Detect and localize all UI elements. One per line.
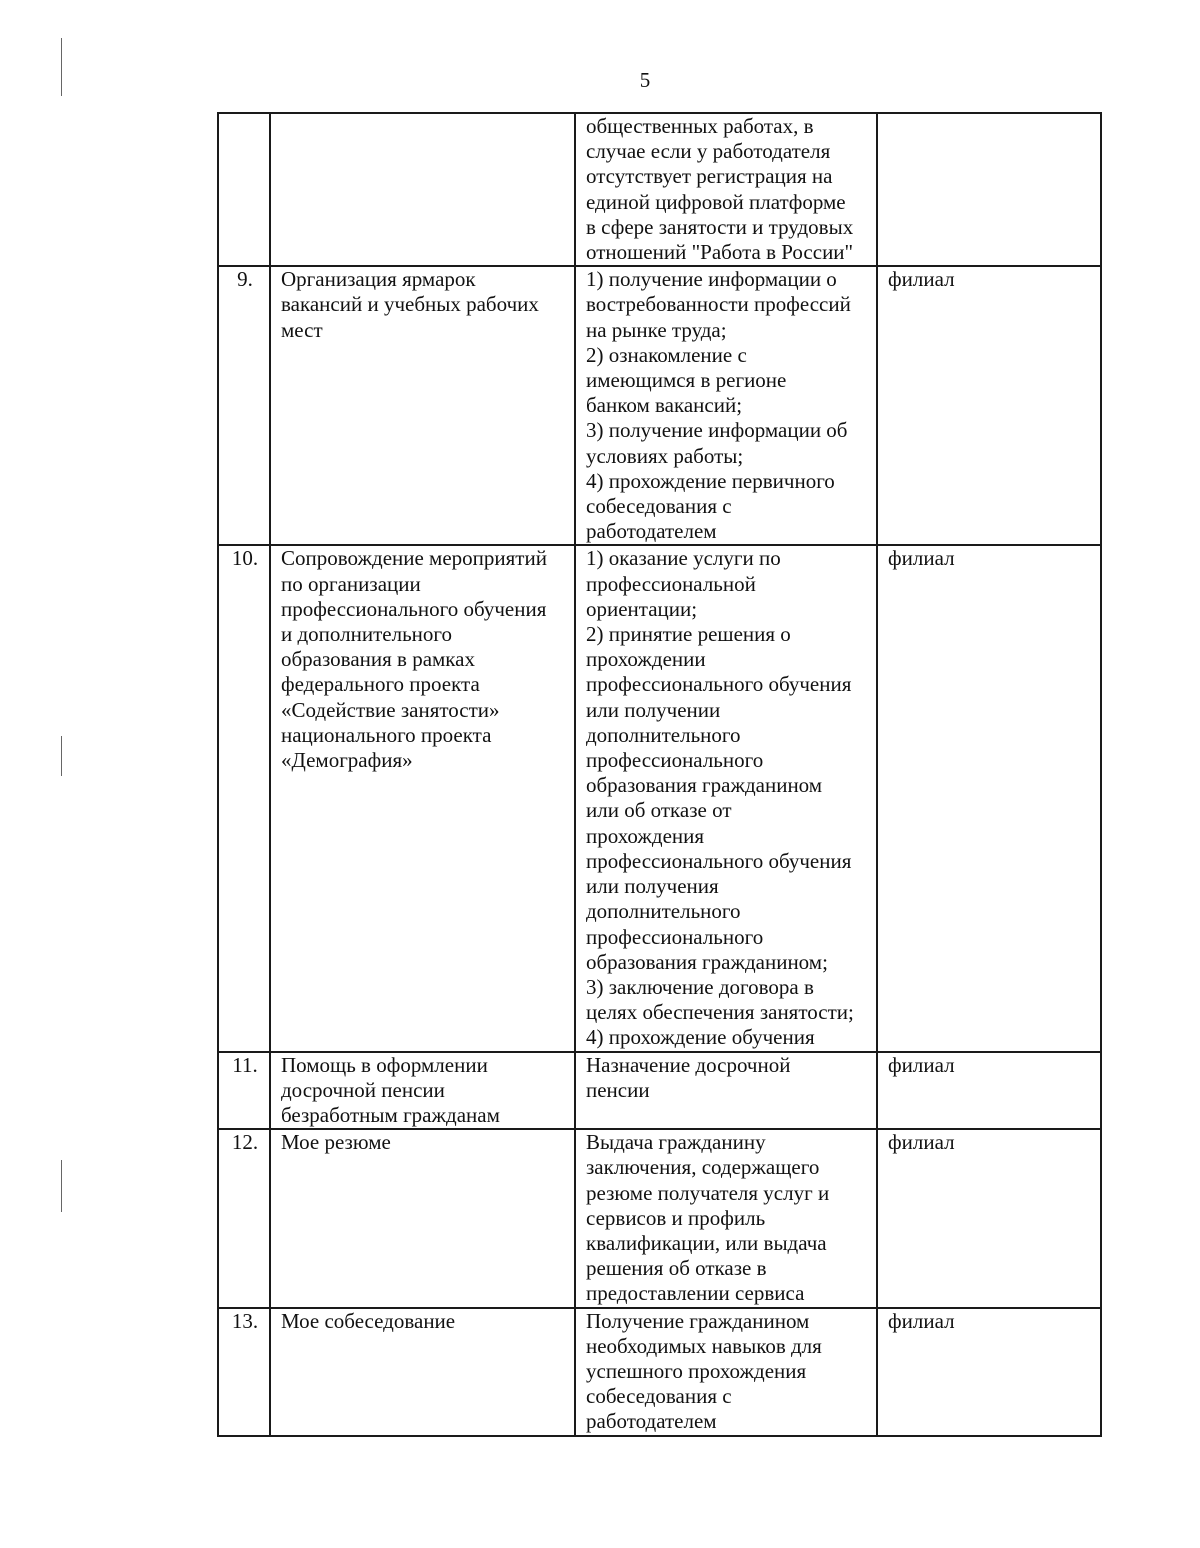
text-line: 4) прохождение первичного: [586, 468, 835, 493]
text-line: собеседования с: [586, 1384, 732, 1409]
text-line: профессионального обучения: [586, 672, 852, 697]
service-name: [270, 113, 575, 266]
text-line: работодателем: [586, 1409, 717, 1434]
service-result: [575, 1052, 877, 1130]
text-line: 4) прохождение обучения: [586, 1025, 815, 1050]
text-line: мест: [281, 317, 323, 342]
service-name: [270, 1129, 575, 1307]
services-table: [217, 112, 1102, 1437]
text-line: Организация ярмарок: [281, 267, 476, 292]
text-line: Мое собеседование: [281, 1308, 456, 1333]
row-number: 9.: [218, 266, 270, 545]
service-provider: [877, 113, 1101, 266]
text-line: общественных работах, в: [586, 114, 814, 138]
text-line: целях обеспечения занятости;: [586, 1000, 854, 1025]
service-name: [270, 1052, 575, 1130]
text-line: востребованности профессий: [586, 292, 851, 317]
table-row: [218, 113, 1101, 266]
text-line: в сфере занятости и трудовых: [586, 214, 854, 239]
text-line: предоставлении сервиса: [586, 1281, 805, 1306]
table-row: [218, 1129, 1101, 1307]
text-line: профессионального обучения: [281, 596, 547, 621]
text-line: успешного прохождения: [586, 1358, 807, 1383]
service-name: [270, 1308, 575, 1436]
text-line: вакансий и учебных рабочих: [281, 292, 539, 317]
text-line: профессионального: [586, 748, 764, 773]
text-line: «Демография»: [281, 748, 413, 773]
text-line: национального проекта: [281, 722, 492, 747]
text-line: образования в рамках: [281, 647, 476, 672]
page-number: 5: [639, 68, 651, 92]
text-line: или получении: [586, 697, 721, 722]
text-line: «Содействие занятости»: [281, 697, 500, 722]
service-name: [270, 266, 575, 545]
text-line: или получения: [586, 874, 719, 899]
text-line: по организации: [281, 571, 421, 596]
table-row: [218, 1308, 1101, 1436]
row-number: 13.: [218, 1308, 270, 1436]
text-line: Выдача гражданину: [586, 1130, 766, 1155]
text-line: безработным гражданам: [281, 1102, 500, 1127]
text-line: Помощь в оформлении: [281, 1052, 488, 1077]
text-line: Сопровождение мероприятий: [281, 546, 547, 571]
text-line: и дополнительного: [281, 622, 452, 647]
text-line: отношений "Работа в России": [586, 240, 854, 265]
text-line: необходимых навыков для: [586, 1333, 822, 1358]
table-row: [218, 545, 1101, 1051]
text-line: имеющимся в регионе: [586, 368, 787, 393]
text-line: сервисов и профиль: [586, 1205, 766, 1230]
text-line: квалификации, или выдача: [586, 1230, 827, 1255]
text-line: Мое резюме: [281, 1130, 391, 1155]
text-line: досрочной пенсии: [281, 1077, 445, 1102]
service-result: [575, 266, 877, 545]
text-line: резюме получателя услуг и: [586, 1180, 830, 1205]
service-provider: филиал: [877, 1129, 1101, 1307]
text-line: профессионального: [586, 924, 764, 949]
text-line: образования гражданином: [586, 773, 823, 798]
text-line: условиях работы;: [586, 443, 744, 468]
text-line: дополнительного: [586, 722, 741, 747]
service-result: [575, 1129, 877, 1307]
text-line: отсутствует регистрация на: [586, 164, 833, 189]
text-line: Получение гражданином: [586, 1308, 810, 1333]
text-line: 3) заключение договора в: [586, 974, 814, 999]
text-line: работодателем: [586, 519, 717, 544]
table-row: [218, 1052, 1101, 1130]
text-line: на рынке труда;: [586, 317, 727, 342]
service-name: [270, 545, 575, 1051]
service-result: [575, 545, 877, 1051]
service-result: [575, 113, 877, 266]
text-line: 1) получение информации о: [586, 267, 837, 292]
text-line: пенсии: [586, 1077, 650, 1102]
text-line: 2) принятие решения о: [586, 622, 791, 647]
text-line: 2) ознакомление с: [586, 342, 747, 367]
binding-mark-middle: [61, 736, 62, 776]
text-line: ориентации;: [586, 596, 698, 621]
text-line: решения об отказе в: [586, 1256, 767, 1281]
text-line: банком вакансий;: [586, 393, 743, 418]
text-line: прохождения: [586, 823, 705, 848]
binding-mark-top: [61, 38, 62, 96]
text-line: образования гражданином;: [586, 949, 828, 974]
row-number: 12.: [218, 1129, 270, 1307]
text-line: прохождении: [586, 647, 706, 672]
service-provider: филиал: [877, 1052, 1101, 1130]
table-row: [218, 266, 1101, 545]
row-number: [218, 113, 270, 266]
text-line: заключения, содержащего: [586, 1155, 820, 1180]
text-line: профессиональной: [586, 571, 756, 596]
services-table-body: [218, 113, 1101, 1436]
text-line: профессионального обучения: [586, 848, 852, 873]
binding-mark-lower: [61, 1160, 62, 1212]
text-line: или об отказе от: [586, 798, 732, 823]
text-line: Назначение досрочной: [586, 1052, 791, 1077]
text-line: 3) получение информации об: [586, 418, 848, 443]
service-provider: филиал: [877, 545, 1101, 1051]
text-line: случае если у работодателя: [586, 139, 831, 164]
row-number: 11.: [218, 1052, 270, 1130]
text-line: единой цифровой платформе: [586, 189, 846, 214]
text-line: 1) оказание услуги по: [586, 546, 781, 571]
text-line: дополнительного: [586, 899, 741, 924]
service-provider: филиал: [877, 1308, 1101, 1436]
service-provider: филиал: [877, 266, 1101, 545]
service-result: [575, 1308, 877, 1436]
row-number: 10.: [218, 545, 270, 1051]
text-line: федерального проекта: [281, 672, 480, 697]
text-line: собеседования с: [586, 494, 732, 519]
